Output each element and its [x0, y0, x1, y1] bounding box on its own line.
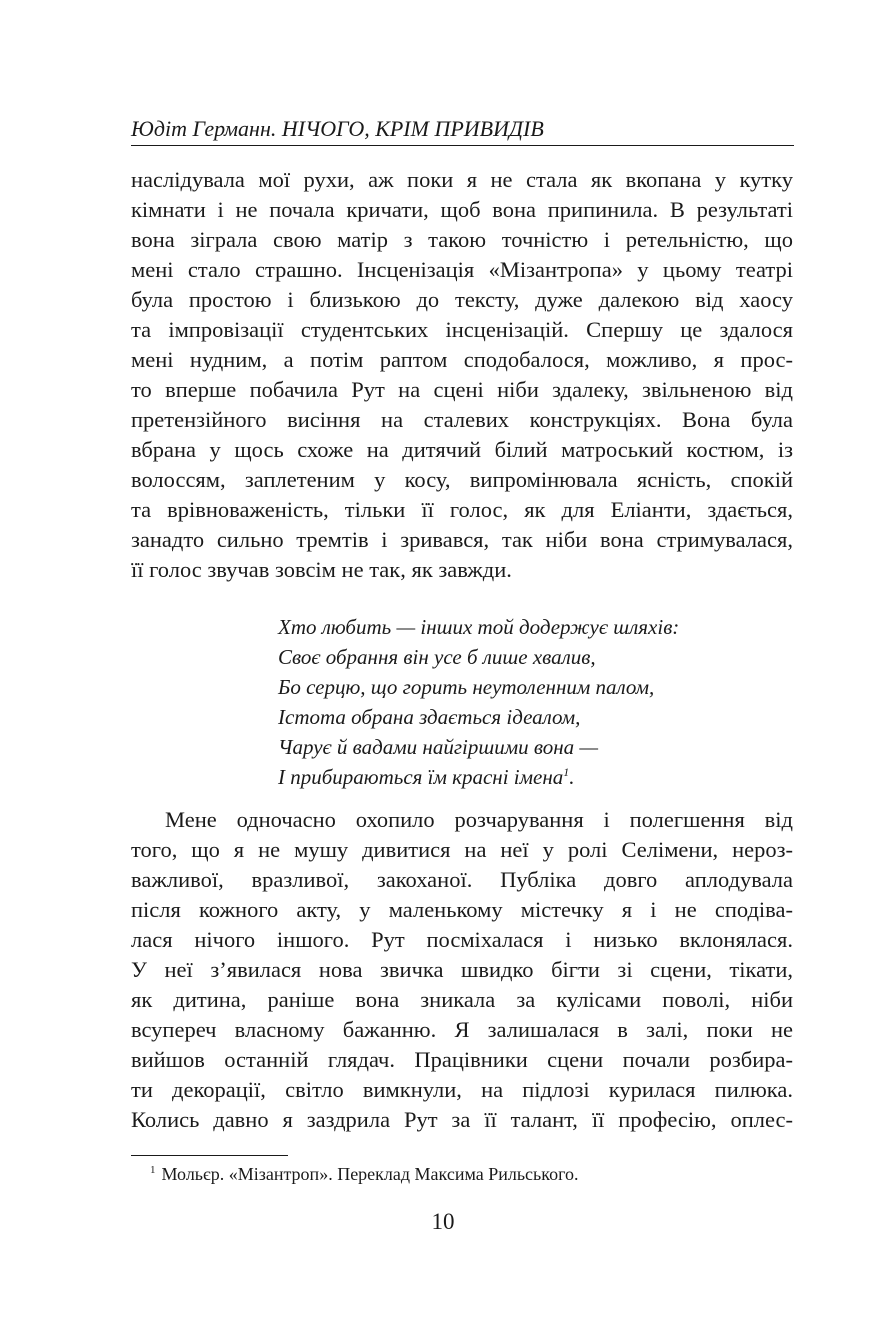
- poem-line: Бо серцю, що горить неутоленним палом,: [278, 675, 655, 699]
- poem-line: Своє обрання він усе б лише хвалив,: [278, 645, 596, 669]
- poem-quote: [278, 612, 798, 792]
- poem-line: Чарує й вадами найгіршими вона —: [278, 735, 599, 759]
- footnote-number: 1: [150, 1164, 156, 1176]
- body-paragraph-2: [131, 805, 793, 1135]
- text-line: Колись давно я заздрила Рут за її талант, її професію, оплес-: [131, 1107, 793, 1132]
- text-line: її голос звучав зовсім не так, як завжди.: [131, 557, 512, 582]
- poem-line: Хто любить — інших той додержує шляхів:: [278, 615, 680, 639]
- text-line: вбрана у щось схоже на дитячий білий матроський костюм, із: [131, 437, 793, 462]
- text-line: то вперше побачила Рут на сцені ніби здалеку, звільненою від: [131, 377, 793, 402]
- body-paragraph-1: [131, 165, 793, 585]
- poem-line-last: І прибираються їм красні імена$^1$.: [278, 765, 575, 789]
- text-line: важливої, вразливої, закоханої. Публіка довго аплодувала: [131, 867, 793, 892]
- running-header: Юдіт Германн. НІЧОГО, КРІМ ПРИВИДІВ: [131, 116, 544, 141]
- text-line: вийшов останній глядач. Працівники сцени почали розбира-: [131, 1047, 793, 1072]
- poem-line-text: І прибираються їм красні імена: [278, 765, 564, 789]
- text-line: кімнати і не почала кричати, щоб вона припинила. В результаті: [131, 197, 793, 222]
- text-line: вона зіграла свою матір з такою точністю і ретельністю, що: [131, 227, 793, 252]
- text-line: Мене одночасно охопило розчарування і полегшення від: [165, 807, 793, 832]
- text-line: наслідувала мої рухи, аж поки я не стала як вкопана у кутку: [131, 167, 793, 192]
- text-line: та врівноваженість, тільки її голос, як для Еліанти, здається,: [131, 497, 793, 522]
- footnote-text: Мольєр. «Мізантроп». Переклад Максима Рильського.: [161, 1164, 579, 1184]
- text-line: ти декорації, світло вимкнули, на підлозі курилася пилюка.: [131, 1077, 793, 1102]
- text-line: як дитина, раніше вона зникала за кулісами поволі, ніби: [131, 987, 793, 1012]
- text-line: занадто сильно тремтів і зривався, так ніби вона стримувалася,: [131, 527, 793, 552]
- text-line: У неї з’явилася нова звичка швидко бігти зі сцени, тікати,: [131, 957, 793, 982]
- footnote-marker[interactable]: 1: [563, 765, 570, 779]
- text-line: того, що я не мушу дивитися на неї у ролі Селімени, нероз-: [131, 837, 793, 862]
- text-line: після кожного акту, у маленькому містечку я і не сподіва-: [131, 897, 793, 922]
- poem-line: Істота обрана здається ідеалом,: [278, 705, 581, 729]
- footnote: [150, 1161, 790, 1187]
- text-line: всупереч власному бажанню. Я залишалася в залі, поки не: [131, 1017, 793, 1042]
- text-line: була простою і близькою до тексту, дуже далекою від хаосу: [131, 287, 793, 312]
- text-line: лася нічого іншого. Рут посміхалася і низько вклонялася.: [131, 927, 793, 952]
- text-line: претензійного висіння на сталевих конструкціях. Вона була: [131, 407, 793, 432]
- page-number: 10: [431, 1209, 455, 1234]
- header-rule: [131, 145, 794, 146]
- text-line: та імпровізації студентських інсценізацій. Спершу це здалося: [131, 317, 793, 342]
- text-line: мені нудним, а потім раптом сподобалося, можливо, я прос-: [131, 347, 793, 372]
- text-line: волоссям, заплетеним у косу, випромінювала ясність, спокій: [131, 467, 793, 492]
- footnote-rule: [131, 1155, 288, 1156]
- text-line: мені стало страшно. Інсценізація «Мізантропа» у цьому театрі: [131, 257, 793, 282]
